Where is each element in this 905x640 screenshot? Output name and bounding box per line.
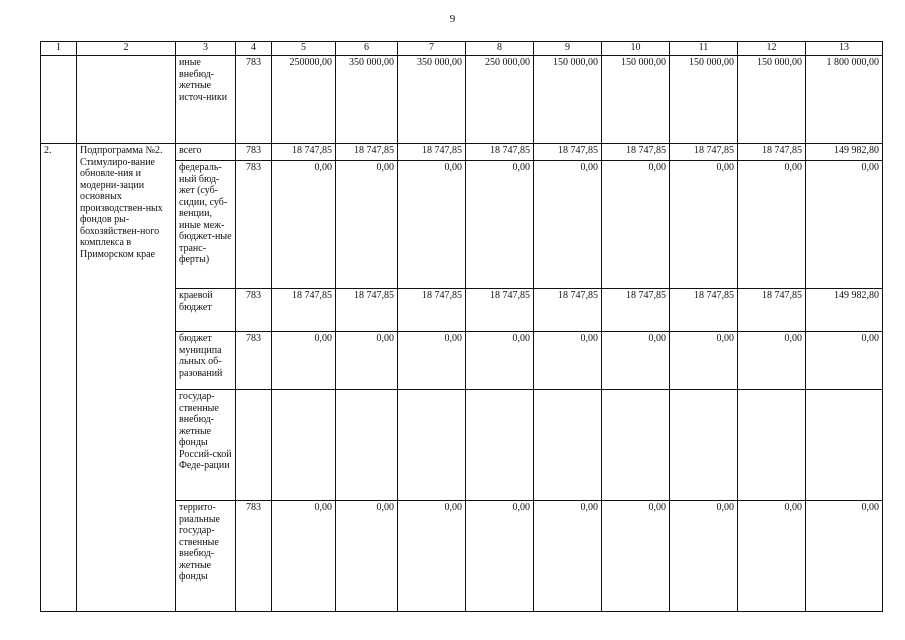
amount-cell: 0,00 [534, 161, 602, 289]
column-number: 4 [236, 42, 272, 56]
amount-cell: 0,00 [336, 161, 398, 289]
amount-cell: 250000,00 [272, 56, 336, 144]
amount-cell: 0,00 [398, 332, 466, 390]
amount-cell: 0,00 [670, 501, 738, 612]
amount-cell: 150 000,00 [602, 56, 670, 144]
column-number: 1 [41, 42, 77, 56]
budget-code: 783 [236, 161, 272, 289]
amount-cell [272, 390, 336, 501]
amount-cell: 0,00 [466, 501, 534, 612]
funding-source: краевой бюджет [176, 289, 236, 332]
amount-cell: 18 747,85 [738, 289, 806, 332]
amount-cell: 18 747,85 [466, 144, 534, 161]
amount-cell: 149 982,80 [806, 144, 883, 161]
budget-code [236, 390, 272, 501]
amount-cell: 0,00 [466, 161, 534, 289]
column-number: 8 [466, 42, 534, 56]
budget-code: 783 [236, 501, 272, 612]
amount-cell: 0,00 [738, 332, 806, 390]
column-number: 9 [534, 42, 602, 56]
empty-cell [41, 56, 77, 144]
amount-cell: 1 800 000,00 [806, 56, 883, 144]
amount-cell: 0,00 [272, 332, 336, 390]
amount-cell: 150 000,00 [534, 56, 602, 144]
column-number: 10 [602, 42, 670, 56]
amount-cell: 150 000,00 [738, 56, 806, 144]
amount-cell: 0,00 [670, 332, 738, 390]
amount-cell: 0,00 [534, 501, 602, 612]
budget-table [40, 41, 883, 612]
amount-cell: 0,00 [398, 501, 466, 612]
amount-cell: 18 747,85 [534, 289, 602, 332]
column-number: 7 [398, 42, 466, 56]
amount-cell [398, 390, 466, 501]
amount-cell: 0,00 [602, 161, 670, 289]
budget-code: 783 [236, 144, 272, 161]
amount-cell: 18 747,85 [336, 289, 398, 332]
amount-cell: 0,00 [336, 332, 398, 390]
amount-cell: 0,00 [272, 501, 336, 612]
column-number: 6 [336, 42, 398, 56]
amount-cell: 0,00 [602, 332, 670, 390]
column-number: 13 [806, 42, 883, 56]
amount-cell: 18 747,85 [670, 289, 738, 332]
amount-cell: 0,00 [670, 161, 738, 289]
amount-cell [466, 390, 534, 501]
column-number: 11 [670, 42, 738, 56]
amount-cell: 0,00 [806, 161, 883, 289]
program-title: Подпрограмма №2. Стимулиро-вание обновле-ния и модерни-зации основных производствен-ных фондов ры-бохозяйствен-ного комплекса в Приморском крае [77, 144, 176, 612]
amount-cell: 18 747,85 [272, 289, 336, 332]
program-number: 2. [41, 144, 77, 612]
amount-cell: 18 747,85 [670, 144, 738, 161]
amount-cell: 18 747,85 [738, 144, 806, 161]
amount-cell [670, 390, 738, 501]
amount-cell: 0,00 [466, 332, 534, 390]
amount-cell: 0,00 [806, 501, 883, 612]
table-row [41, 56, 883, 144]
budget-code: 783 [236, 56, 272, 144]
column-number: 12 [738, 42, 806, 56]
funding-source: федераль-ный бюд-жет (суб-сидии, суб-венции, иные меж-бюджет-ные транс-ферты) [176, 161, 236, 289]
budget-code: 783 [236, 289, 272, 332]
amount-cell [534, 390, 602, 501]
column-number: 5 [272, 42, 336, 56]
amount-cell: 0,00 [272, 161, 336, 289]
amount-cell [336, 390, 398, 501]
amount-cell: 18 747,85 [272, 144, 336, 161]
column-number: 2 [77, 42, 176, 56]
amount-cell [602, 390, 670, 501]
column-number: 3 [176, 42, 236, 56]
amount-cell: 0,00 [336, 501, 398, 612]
funding-source: государ-ственные внебюд-жетные фонды Россий-ской Феде-рации [176, 390, 236, 501]
amount-cell: 0,00 [398, 161, 466, 289]
amount-cell: 18 747,85 [466, 289, 534, 332]
empty-cell [77, 56, 176, 144]
amount-cell: 0,00 [602, 501, 670, 612]
amount-cell: 350 000,00 [336, 56, 398, 144]
amount-cell: 18 747,85 [398, 144, 466, 161]
amount-cell: 0,00 [534, 332, 602, 390]
amount-cell [806, 390, 883, 501]
amount-cell: 149 982,80 [806, 289, 883, 332]
page-number: 9 [449, 13, 456, 25]
table-row [41, 144, 883, 161]
amount-cell: 0,00 [738, 161, 806, 289]
amount-cell: 150 000,00 [670, 56, 738, 144]
funding-source: иные внебюд-жетные источ-ники [176, 56, 236, 144]
amount-cell: 18 747,85 [602, 144, 670, 161]
amount-cell: 250 000,00 [466, 56, 534, 144]
funding-source: террито-риальные государ-ственные внебюд-жетные фонды [176, 501, 236, 612]
budget-code: 783 [236, 332, 272, 390]
amount-cell: 0,00 [738, 501, 806, 612]
amount-cell: 18 747,85 [336, 144, 398, 161]
amount-cell: 18 747,85 [398, 289, 466, 332]
funding-source: бюджет муниципа льных об-разований [176, 332, 236, 390]
column-number-row [41, 42, 883, 56]
amount-cell: 18 747,85 [534, 144, 602, 161]
amount-cell: 0,00 [806, 332, 883, 390]
funding-source: всего [176, 144, 236, 161]
amount-cell [738, 390, 806, 501]
amount-cell: 18 747,85 [602, 289, 670, 332]
amount-cell: 350 000,00 [398, 56, 466, 144]
